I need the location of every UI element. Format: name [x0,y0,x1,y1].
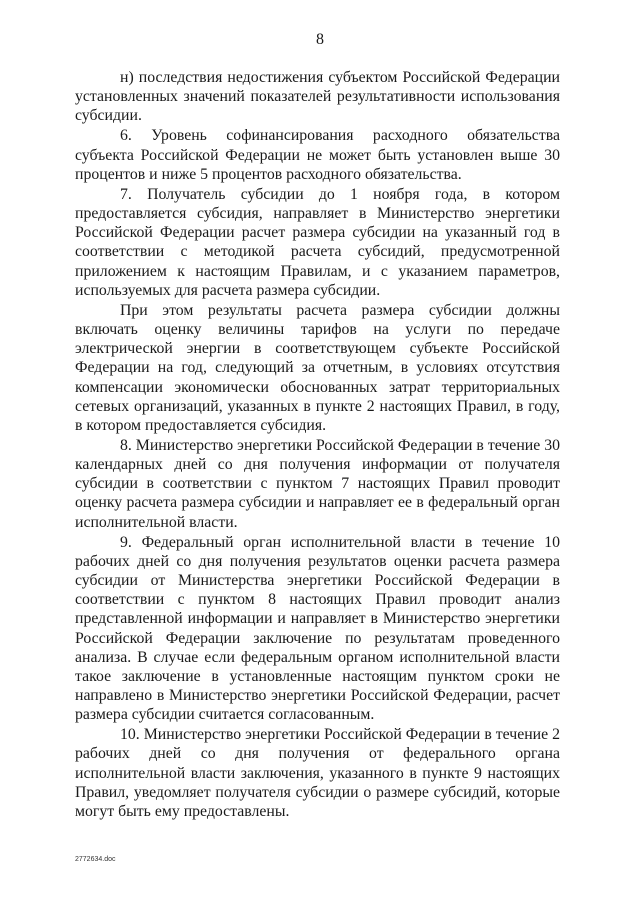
page-number: 8 [316,31,324,48]
paragraph-8: 8. Министерство энергетики Российской Федерации в течение 30 календарных дней со дня получения информации от получателя субсидии в соответствии с пунктом 7 настоящих Правил проводит оценку расчета размера субсидии и направляет ее в федеральный орган исполнительной власти. [75,436,560,531]
document-body [75,68,560,821]
paragraph-9: 9. Федеральный орган исполнительной власти в течение 10 рабочих дней со дня получения результатов оценки расчета размера субсидии от Министерства энергетики Российской Федерации в соответствии с пунктом 8 настоящих Правил проводит анализ представленной информации и направляет в Министерство энергетики Российской Федерации заключение по результатам проведенного анализа. В случае если федеральным органом исполнительной власти такое заключение в установленные настоящим пунктом сроки не направлено в Министерство энергетики Российской Федерации, расчет размера субсидии считается согласованным. [75,533,560,724]
paragraph-6: 6. Уровень софинансирования расходного обязательства субъекта Российской Федерации не может быть установлен выше 30 процентов и ниже 5 процентов расходного обязательства. [75,127,560,183]
paragraph-7: 7. Получатель субсидии до 1 ноября года, в котором предоставляется субсидия, направляет в Министерство энергетики Российской Федерации расчет размера субсидии на указанный год в соответствии с методикой расчета субсидий, предусмотренной приложением к настоящим Правилам, и с указанием параметров, используемых для расчета размера субсидии. [75,185,560,299]
paragraph-10: 10. Министерство энергетики Российской Федерации в течение 2 рабочих дней со дня получения от федерального органа исполнительной власти заключения, указанного в пункте 9 настоящих Правил, уведомляет получателя субсидии о размере субсидий, которые могут быть ему предоставлены. [75,726,560,820]
paragraph-7-continuation: При этом результаты расчета размера субсидии должны включать оценку величины тарифов на услуги по передаче электрической энергии в соответствующем субъекте Российской Федерации на год, следующий за отчетным, в условиях отсутствия компенсации экономически обоснованных затрат территориальных сетевых организаций, указанных в пункте 2 настоящих Правил, в году, в котором предоставляется субсидия. [75,301,560,434]
paragraph-n: н) последствия недостижения субъектом Российской Федерации установленных значений показателей результативности использования субсидии. [75,69,560,125]
document-file-code: 2772634.doc [75,856,116,863]
